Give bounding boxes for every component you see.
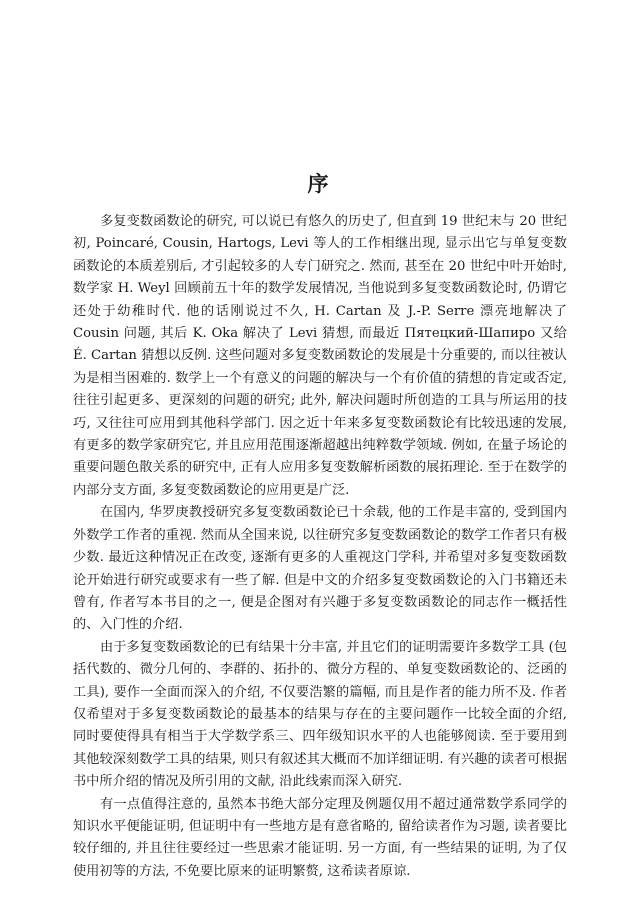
preface-body [73, 211, 567, 883]
paragraph-2: 在国内, 华罗庚教授研究多复变数函数论已十余载, 他的工作是丰富的, 受到国内外数学工作者的重视. 然而从全国来说, 以往研究多复变数函数论的数学工作者只有极少数. 最近这种情况正在改变, 逐渐有更多的人重视这门学科, 并希望对多复变数函数论开始进行研究或要求有一些了解. 但是中文的介绍多复变数函数论的入门书籍还未曾有, 作者写本书目的之一, 便是企图对有兴趣于多复变数函数论的同志作一概括性的、入门性的介绍. [73, 505, 567, 633]
page-title: 序 [307, 171, 331, 196]
paragraph-1: 多复变数函数论的研究, 可以说已有悠久的历史了, 但直到 19 世纪末与 20 世纪初, Poincaré, Cousin, Hartogs, Levi 等人的工作相继出现, 显示出它与单复变数函数论的本质差别后, 才引起较多的人专门研究之. 然而, 甚至在 20 世纪中叶开始时, 数学家 H. Weyl 回顾前五十年的数学发展情况, 当他说到多复变数函数论时, 仍谓它还处于幼稚时代. 他的话刚说过不久, H. Cartan 及 J.-P. Serre 漂亮地解决了 Cousin 问题, 其后 K. Oka 解决了 Levi 猜想, 而最近 Пятецкий-Шапиро 又给 É. Cartan 猜想以反例. 这些问题对多复变数函数论的发展是十分重要的, 而以往被认为是相当困难的. 数学上一个有意义的问题的解决与一个有价值的猜想的肯定或否定, 往往引起更多、更深刻的问题的研究; 此外, 解决问题时所创造的工具与所运用的技巧, 又往往可应用到其他科学部门. 因之近十年来多复变数函数论有比较迅速的发展, 有更多的数学家研究它, 并且应用范围逐渐超越出纯粹数学领域. 例如, 在量子场论的重要问题色散关系的研究中, 正有人应用多复变数解析函数的展拓理论. 至于在数学的内部分支方面, 多复变数函数论的应用更是广泛. [73, 214, 567, 498]
paragraph-3: 由于多复变数函数论的已有结果十分丰富, 并且它们的证明需要许多数学工具 (包括代数的、微分几何的、李群的、拓扑的、微分方程的、单复变数函数论的、泛函的工具), 要作一全面而深入的介绍, 不仅要浩繁的篇幅, 而且是作者的能力所不及. 作者仅希望对于多复变数函数论的最基本的结果与存在的主要问题作一比较全面的介绍, 同时要使得具有相当于大学数学系三、四年级知识水平的人也能够阅读. 至于要用到其他较深刻数学工具的结果, 则只有叙述其大概而不加详细证明. 有兴趣的读者可根据书中所介绍的情况及所引用的文献, 沿此线索而深入研究. [73, 639, 567, 790]
paragraph-4: 有一点值得注意的, 虽然本书绝大部分定理及例题仅用不超过通常数学系同学的知识水平便能证明, 但证明中有一些地方是有意省略的, 留给读者作为习题, 读者要比较仔细的, 并且往往要经过一些思索才能证明. 另一方面, 有一些结果的证明, 为了仅使用初等的方法, 不免要比原来的证明繁赘, 这希读者原谅. [73, 796, 567, 879]
